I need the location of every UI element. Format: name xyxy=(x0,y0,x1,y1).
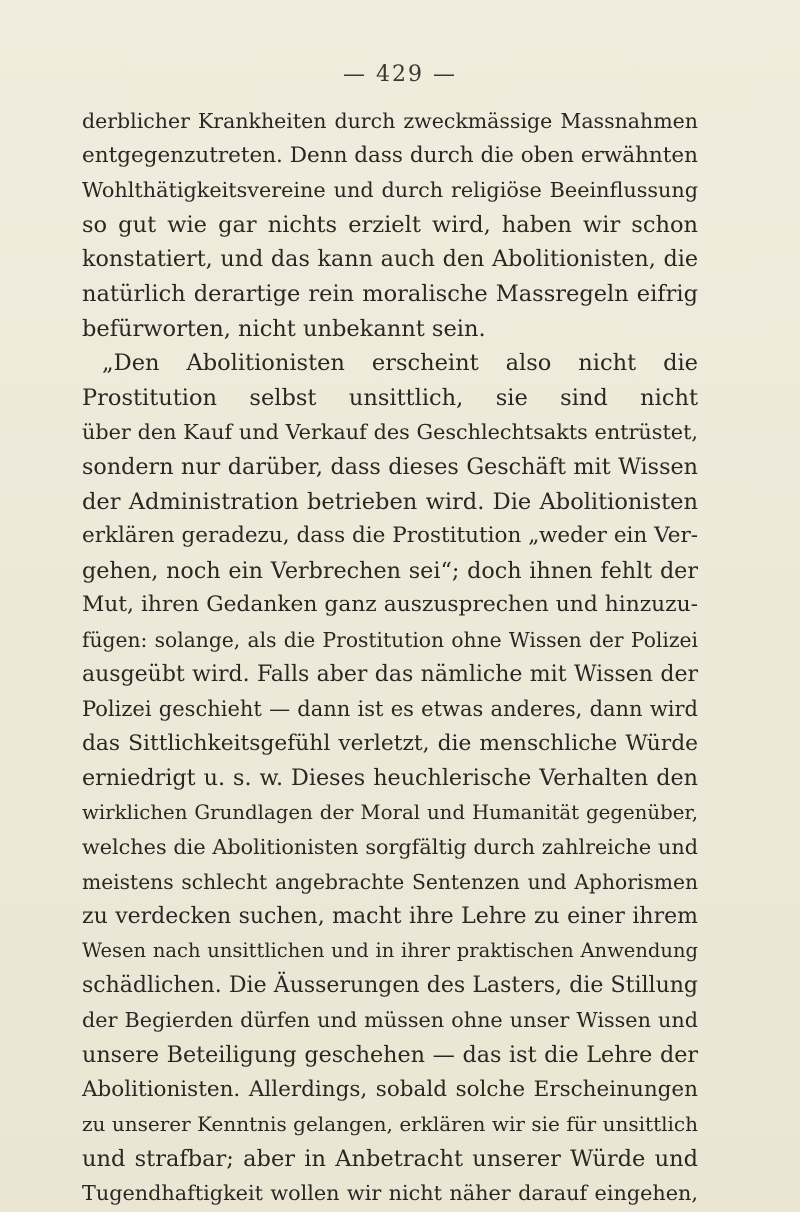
text-line: Wohlthätigkeitsvereine und durch religiöse Beeinflussung xyxy=(82,178,698,203)
text-line: der Begierden dürfen und müssen ohne unser Wissen und xyxy=(82,1008,698,1033)
text-line: Wesen nach unsittlichen und in ihrer praktischen Anwendung xyxy=(82,939,698,963)
text-line: welches die Abolitionisten sorgfältig durch zahlreiche und xyxy=(82,835,698,860)
text-line: schädlichen. Die Äusserungen des Lasters, die Stillung xyxy=(82,972,698,998)
text-line: derblicher Krankheiten durch zweckmässige Massnahmen xyxy=(82,109,698,133)
text-line: der Administration betrieben wird. Die Abolitionisten xyxy=(82,488,698,515)
text-line: Tugendhaftigkeit wollen wir nicht näher darauf eingehen, xyxy=(82,1181,698,1206)
text-line: sondern nur darüber, dass dieses Geschäft mit Wissen xyxy=(82,453,698,480)
text-line: zu unserer Kenntnis gelangen, erklären wir sie für unsittlich xyxy=(82,1112,698,1137)
page-number: — 429 — xyxy=(343,62,457,87)
text-line: erniedrigt u. s. w. Dieses heuchlerische Verhalten den xyxy=(82,765,698,792)
text-line: befürworten, nicht unbekannt sein. xyxy=(82,315,486,342)
text-line: Abolitionisten. Allerdings, sobald solche Erscheinungen xyxy=(82,1076,698,1102)
text-line: Mut, ihren Gedanken ganz auszusprechen und hinzuzu- xyxy=(82,592,698,618)
text-line: gehen, noch ein Verbrechen sei“; doch ihnen fehlt der xyxy=(82,557,698,584)
text-line: ausgeübt wird. Falls aber das nämliche mit Wissen der xyxy=(82,661,698,687)
text-line: konstatiert, und das kann auch den Abolitionisten, die xyxy=(82,246,698,273)
text-line: Prostitution selbst unsittlich, sie sind nicht xyxy=(82,384,698,411)
text-line: wirklichen Grundlagen der Moral und Humanität gegenüber, xyxy=(82,800,698,824)
text-line: natürlich derartige rein moralische Massregeln eifrig xyxy=(82,280,698,307)
text-line: so gut wie gar nichts erzielt wird, haben wir schon xyxy=(82,211,698,238)
text-line: zu verdecken suchen, macht ihre Lehre zu einer ihrem xyxy=(82,903,698,929)
text-line: das Sittlichkeitsgefühl verletzt, die menschliche Würde xyxy=(82,730,698,756)
text-line: unsere Beteiligung geschehen — das ist die Lehre der xyxy=(82,1042,698,1069)
body-text xyxy=(82,104,698,1211)
text-line: „Den Abolitionisten erscheint also nicht die xyxy=(102,350,698,377)
text-line: Polizei geschieht — dann ist es etwas anderes, dann wird xyxy=(82,697,698,722)
text-line: fügen: solange, als die Prostitution ohne Wissen der Polizei xyxy=(82,627,698,652)
text-line: und strafbar; aber in Anbetracht unserer Würde und xyxy=(82,1145,698,1172)
text-line: erklären geradezu, dass die Prostitution „weder ein Ver- xyxy=(82,523,698,549)
text-line: meistens schlecht angebrachte Sentenzen und Aphorismen xyxy=(82,870,698,895)
text-line: über den Kauf und Verkauf des Geschlechtsakts entrüstet, xyxy=(82,420,698,445)
text-line: entgegenzutreten. Denn dass durch die oben erwähnten xyxy=(82,142,698,168)
